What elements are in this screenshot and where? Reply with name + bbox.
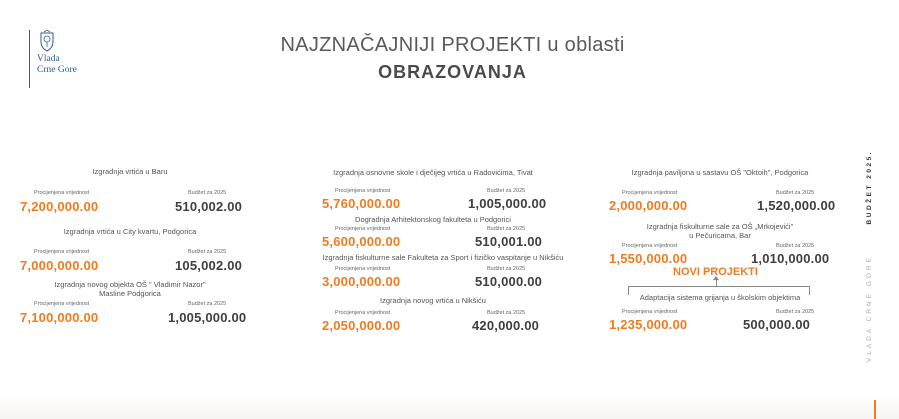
estimate-label: Procijenjena vrijednost [34,249,90,255]
budget-label: Budžet za 2025 [188,190,227,196]
budget-label: Budžet za 2025 [487,226,526,232]
budget-value: 1,005,000.00 [468,196,547,211]
project-name-line2: Masline Podgorica [99,289,161,298]
estimate-label: Procijenjena vrijednost [622,190,678,196]
budget-label: Budžet za 2025 [776,190,815,196]
budget-label: Budžet za 2025 [776,309,815,315]
project-name: Izgradnja vrtića u Baru [92,167,168,176]
new-projects-heading: NOVI PROJEKTI [673,266,758,278]
estimate-value: 7,000,000.00 [20,258,99,273]
logo-line1: Vlada [37,54,60,64]
estimate-label: Procijenjena vrijednost [335,266,391,272]
budget-value: 1,005,000.00 [168,310,247,325]
budget-label: Budžet za 2025 [188,249,227,255]
budget-value: 105,002.00 [175,258,243,273]
estimate-value: 3,000,000.00 [322,274,401,289]
side-government-label: VLADA CRNE GORE [866,255,873,363]
estimate-label: Procijenjena vrijednost [622,309,678,315]
project-name: Izgradnja osnovne skole i dječijeg vrtića u Radovićima, Tivat [333,168,533,177]
side-budget-label: BUDŽET 2025. [866,150,873,225]
page-title: NAJZNAČAJNIJI PROJEKTI u oblasti [280,34,625,56]
page-subtitle: OBRAZOVANJA [378,62,527,82]
bottom-fade [0,395,899,419]
budget-label: Budžet za 2025 [188,301,227,307]
budget-value: 1,520,000.00 [757,198,836,213]
accent-mark [874,400,876,419]
project-name: Izgradnja novog objekta OŠ " Vladimir Nazor" [54,280,206,289]
logo-line2: Crne Gore [37,65,77,75]
budget-label: Budžet za 2025 [487,310,526,316]
budget-value: 510,000.00 [475,274,543,289]
project-name: Izgradnja novog vrtića u Nikšiću [380,296,486,305]
estimate-value: 7,100,000.00 [20,310,99,325]
estimate-value: 7,200,000.00 [20,199,99,214]
budget-value: 510,001.00 [475,234,543,249]
estimate-label: Procijenjena vrijednost [335,226,391,232]
budget-value: 510,002.00 [175,199,243,214]
estimate-label: Procijenjena vrijednost [335,310,391,316]
budget-label: Budžet za 2025 [487,266,526,272]
project-name-line2: u Pečuricama, Bar [689,231,751,240]
estimate-value: 5,760,000.00 [322,196,401,211]
project-name: Izgradnja fiskulturne sale Fakulteta za Sport i fizičko vaspitanje u Nikšiću [322,253,564,262]
estimate-value: 2,050,000.00 [322,318,401,333]
estimate-label: Procijenjena vrijednost [34,190,90,196]
project-name: Dogradnja Arhitektonskog fakulteta u Podgorici [355,215,511,224]
connector-line [716,278,717,286]
project-name: Izgradnja paviljona u sastavu OŠ "Oktoih", Podgorica [631,168,809,177]
budget-value: 500,000.00 [743,317,811,332]
project-name: Adaptacija sistema grijanja u školskim objektima [639,293,801,302]
estimate-value: 1,550,000.00 [609,251,688,266]
project-name: Izgradnja fiskulturne sale za OŠ „Mrkojevići" [646,222,794,231]
budget-label: Budžet za 2025 [776,243,815,249]
budget-label: Budžet za 2025 [487,188,526,194]
estimate-value: 5,600,000.00 [322,234,401,249]
budget-value: 1,010,000.00 [751,251,830,266]
estimate-value: 2,000,000.00 [609,198,688,213]
estimate-label: Procijenjena vrijednost [34,301,90,307]
estimate-value: 1,235,000.00 [609,317,688,332]
budget-value: 420,000.00 [472,318,540,333]
project-name: Izgradnja vrtića u City kvartu, Podgorica [63,227,197,236]
estimate-label: Procijenjena vrijednost [622,243,678,249]
estimate-label: Procijenjena vrijednost [335,188,391,194]
